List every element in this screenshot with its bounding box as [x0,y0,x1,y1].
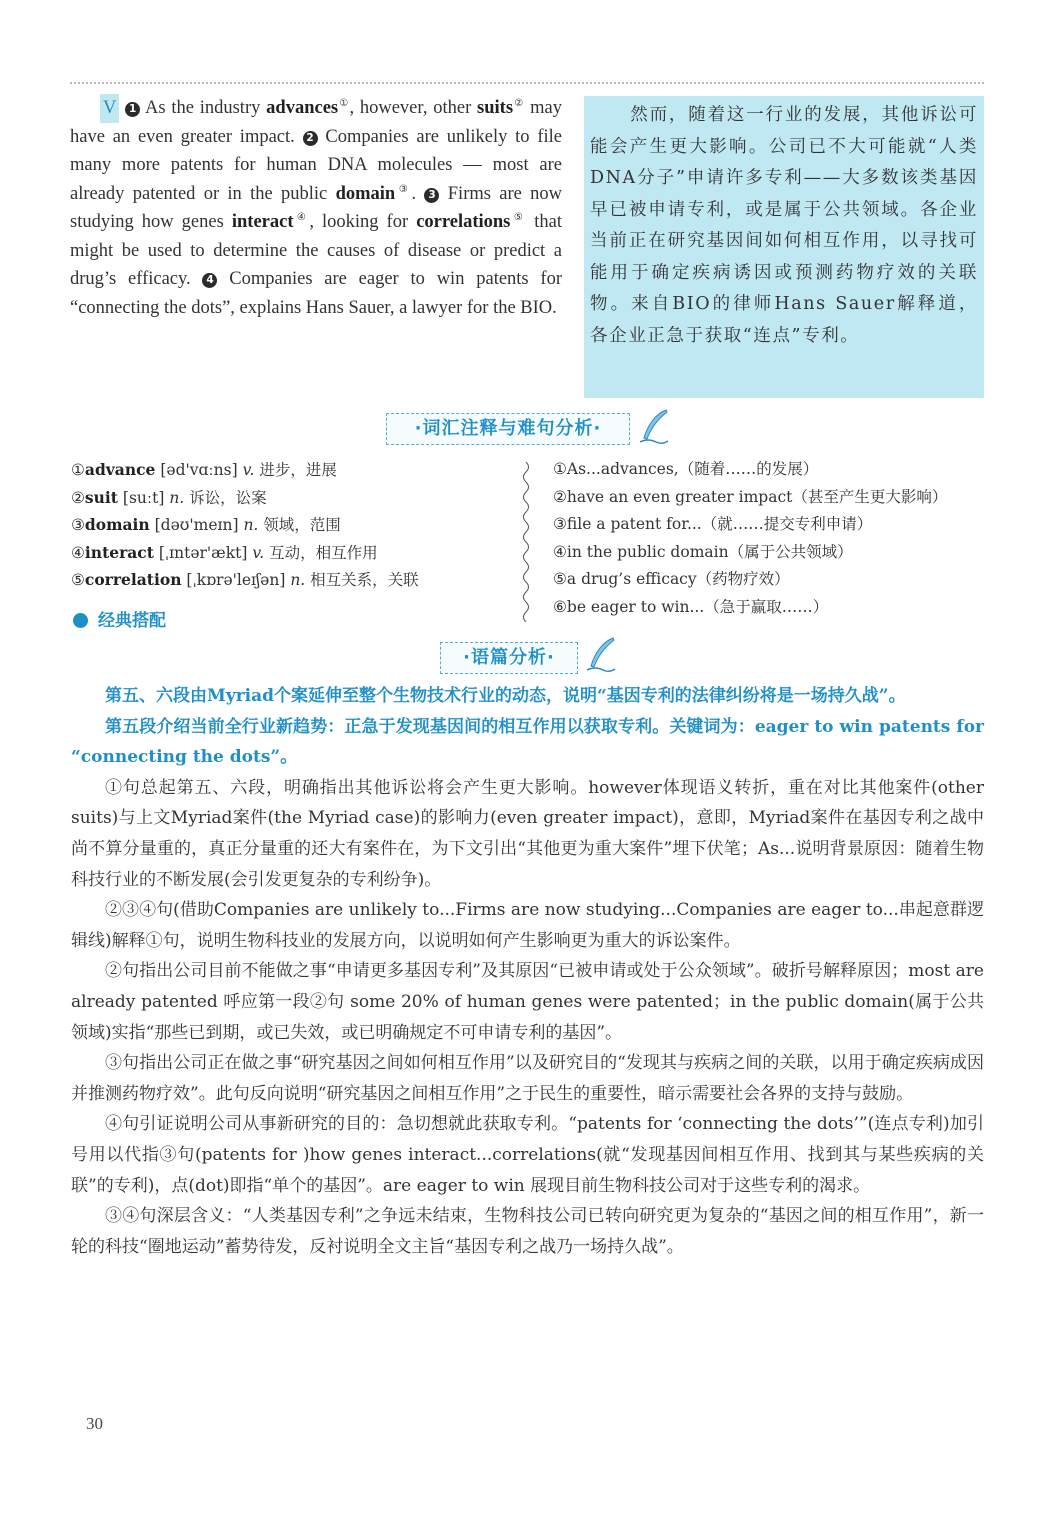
quill-pen-icon [583,636,617,674]
footnote-marker: ② [513,97,525,109]
sentence-number-badge: 2 [303,131,318,146]
vocab-meaning: 相互关系，关联 [310,571,419,590]
vocab-meaning: 进步，进展 [259,461,337,479]
vocab-pos: n. [290,571,306,590]
collocation-number: ⑥ [553,597,567,616]
vocab-pos: n. [169,488,185,507]
vocab-number: ⑤ [71,571,85,590]
quill-pen-icon [636,408,670,446]
passage-text: may have an even greater impact. [70,98,563,147]
analysis-paragraph: ②③④句(借助Companies are unlikely to...Firms are now studying...Companies are eager to...串起意群逻辑线)解释①句，说明生物科技业的发展方向，以说明如何产生影响更为重大的诉讼案件。 [71,900,984,951]
vocab-item [71,484,419,512]
vocab-word: suit [84,487,118,507]
discourse-analysis [71,681,984,1262]
vocab-meaning: 诉讼，讼案 [189,488,267,507]
vocab-word: domain [84,515,150,535]
collocation-text: As...advances,（随着……的发展） [566,460,819,478]
footnote-marker: ③ [395,183,412,195]
vocab-phonetic: [suːt] [122,488,165,507]
collocation-item [553,539,947,567]
vocab-word: correlation [84,570,182,590]
passage-text: . [411,183,425,204]
analysis-paragraph: ②句指出公司目前不能做之事“申请更多基因专利”及其原因“已被申请或处于公众领域”。破折号解释原因；most are already patented 呼应第一段②句 some 20% of human genes were patented；in the public domain(属于公共领域)实指“那些已到期，或已失效，或已明确规定不可申请专利的基因”。 [71,961,984,1043]
chinese-translation: 然而，随着这一行业的发展，其他诉讼可能会产生更大影响。公司已不大可能就“人类DNA分子”申请许多专利——大多数该类基因早已被申请专利，或是属于公共领域。各企业当前正在研究基因间如何相互作用，以寻找可能用于确定疾病诱因或预测药物疗效的关联物。来自BIO的律师Hans Sauer解释道，各企业正急于获取“连点”专利。 [590,105,978,346]
bullet-dot-icon [73,613,88,628]
passage-text: Companies are unlikely to file many more patents for human DNA molecules — most are already patented or in the public [70,126,562,204]
analysis-paragraph: 第五、六段由Myriad个案延伸至整个生物技术行业的动态，说明“基因专利的法律纠纷将是一场持久战”。 [105,686,906,706]
collocation-number: ④ [553,542,567,561]
vocab-item [71,539,419,567]
vocab-pos: n. [243,516,259,535]
collocation-item [553,511,947,539]
collocation-text: file a patent for...（就……提交专利申请） [566,515,873,534]
collocation-number: ⑤ [553,570,567,589]
analysis-paragraph: ④句引证说明公司从事新研究的目的：急切想就此获取专利。“patents for ‘connecting the dots’”(连点专利)加引号用以代指③句(patents for )how genes interact...correlations(就“发现基因间相互作用、找到其与某些疾病的关联”的专利)，点(dot)即指“单个的基因”。are eager to win 展现目前生物科技公司对于这些专利的渴求。 [71,1114,984,1196]
vocab-meaning: 领域，范围 [263,516,341,535]
passage-text: , looking for [309,212,417,232]
collocation-text: have an even greater impact（甚至产生更大影响） [566,487,948,506]
analysis-paragraph: ③句指出公司正在做之事“研究基因之间如何相互作用”以及研究目的“发现其与疾病之间的关联，以用于确定疾病成因并推测药物疗效”。此句反向说明“研究基因之间相互作用”之于民生的重要性，暗示需要社会各界的支持与鼓励。 [71,1053,984,1104]
collocation-item [553,484,947,512]
footnote-marker: ① [338,97,350,109]
collocation-item [553,456,947,484]
sentence-number-badge: 4 [202,273,217,288]
keyword: domain [335,183,396,204]
analysis-paragraph: ①句总起第五、六段，明确指出其他诉讼将会产生更大影响。however体现语义转折，重在对比其他案件(other suits)与上文Myriad案件(the Myriad case)的影响力(even greater impact)，意即，Myriad案件在基因专利之战中尚不算分量重的，真正分量重的还大有案件在，为下文引出“其他更为重大案件”埋下伏笔；As...说明背景原因：随着生物科技行业的不断发展(会引发更复杂的专利纷争)。 [71,777,984,890]
collocation-number: ① [553,460,567,478]
page-number: 30 [86,1414,103,1433]
collocation-number: ② [553,487,567,506]
chinese-translation-box [584,96,984,398]
footnote-marker: ⑤ [510,211,527,223]
vocab-number: ② [71,488,85,507]
english-passage [70,94,562,322]
vocab-pos: v. [242,461,255,479]
vocab-pos: v. [252,543,265,562]
vocab-item [71,456,419,484]
keyword: advances [266,98,339,118]
passage-text: Companies are eager to win patents for “connecting the dots”, explains Hans Sauer, a lawyer for the BIO. [70,269,562,318]
vocab-item [71,566,419,594]
footnote-marker: ④ [293,211,310,223]
analysis-paragraph: ③④句深层含义：“人类基因专利”之争远未结束，生物科技公司已转向研究更为复杂的“基因之间的相互作用”，新一轮的科技“圈地运动”蓄势待发，反衬说明全文主旨“基因专利之战乃一场持久战”。 [71,1206,984,1257]
keyword: suits [477,98,514,118]
collocation-number: ③ [553,515,567,534]
sentence-number-badge: 1 [125,102,140,117]
collocation-text: be eager to win...（急于赢取……） [566,597,829,616]
vocab-meaning: 互动，相互作用 [269,543,378,562]
squiggle-divider [520,462,532,622]
vocabulary-list [71,456,419,594]
vocab-phonetic: [ˌɪntər'ækt] [158,543,248,562]
vocab-phonetic: [dəʊ'meɪn] [154,516,239,535]
passage-text: that might be used to determine the causes of disease or predict a drug’s efficacy. [70,212,562,289]
sentence-number-badge: 3 [424,188,439,203]
analysis-paragraph: 第五段介绍当前全行业新趋势：正急于发现基因间的相互作用以获取专利。关键词为：eager to win patents for “connecting the dots”。 [71,716,984,768]
vocab-number: ③ [71,516,85,535]
collocation-text: in the public domain（属于公共领域） [566,542,853,561]
vocab-phonetic: [ˌkɒrə'leɪʃən] [186,571,286,590]
vocab-word: advance [84,460,156,479]
passage-text: , however, other [349,98,478,118]
collocations-heading: 经典搭配 [73,606,166,631]
vocab-phonetic: [əd'vɑːns] [160,461,238,479]
vocab-number: ① [71,461,85,479]
english-paragraph [70,98,562,318]
vocab-item [71,511,419,539]
collocation-text: a drug’s efficacy（药物疗效） [566,570,790,589]
section-label: V [100,94,119,123]
vocab-banner: ·词汇注释与难句分析· [386,413,630,445]
vocab-number: ④ [71,543,85,562]
passage-text: As the industry [140,98,267,118]
vocab-word: interact [84,542,154,562]
collocation-item [553,594,947,622]
keyword: interact [231,212,294,232]
collocation-list [553,456,947,622]
discourse-banner: ·语篇分析· [440,642,578,674]
keyword: correlations [416,212,511,232]
collocation-item [553,566,947,594]
top-dotted-divider [70,82,984,84]
passage-text: Firms are now studying how genes [70,183,563,232]
